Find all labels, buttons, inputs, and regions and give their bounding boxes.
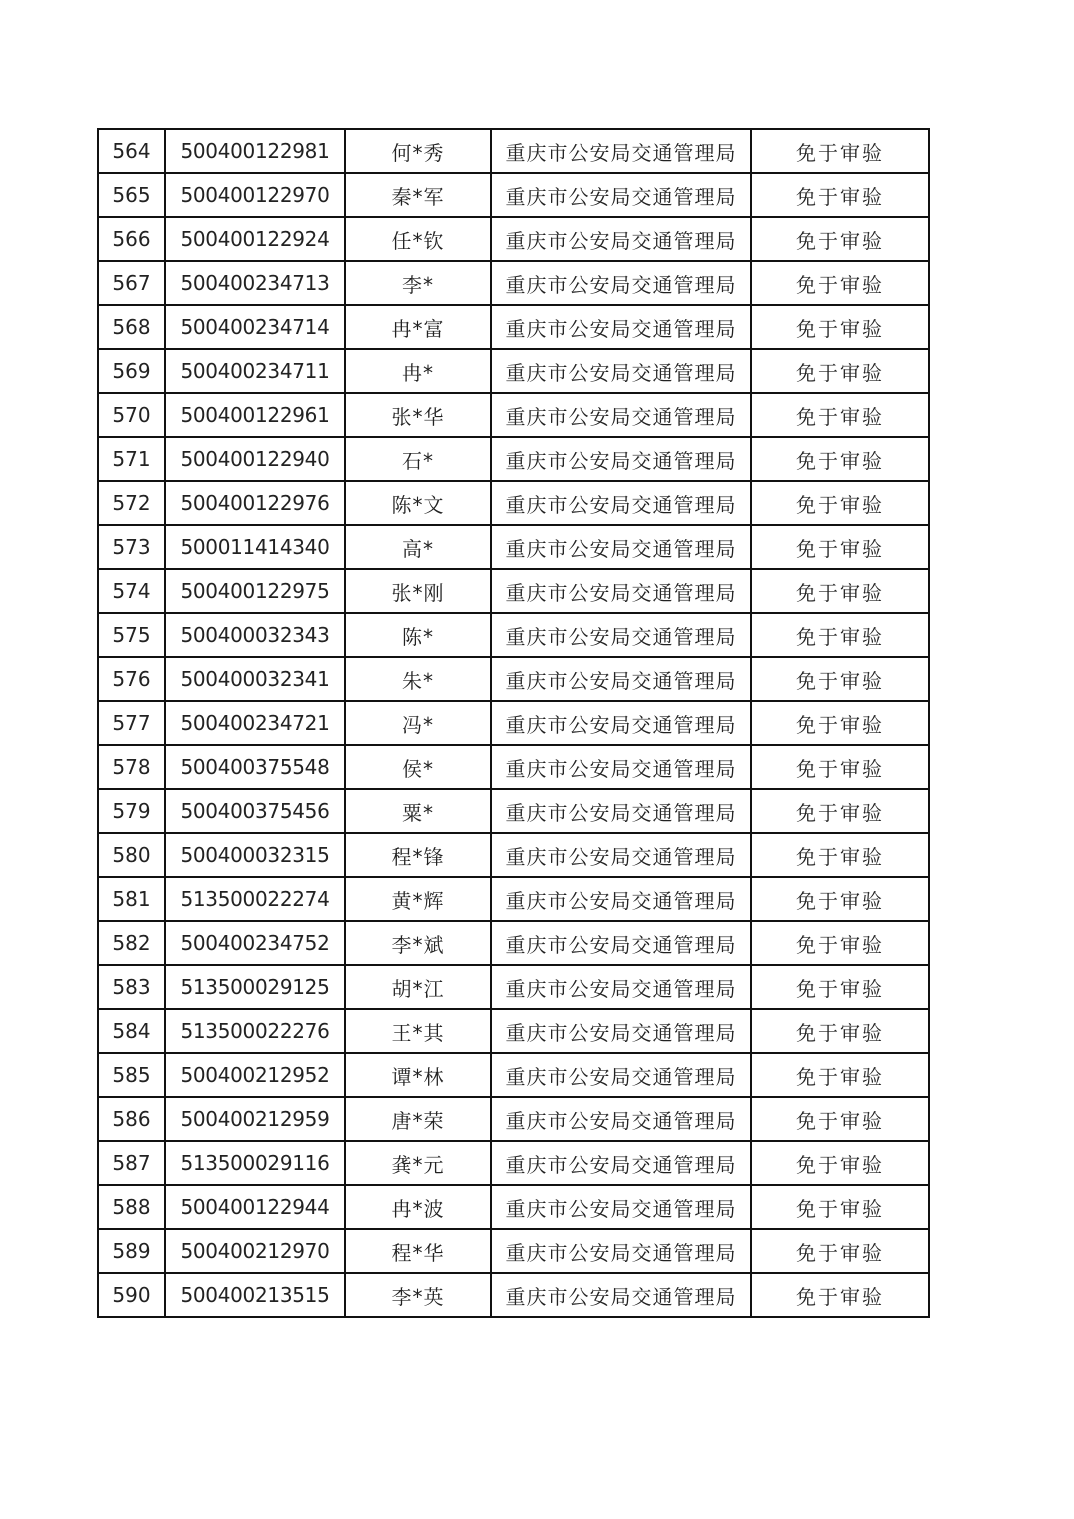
license-number-cell: 500400375548 xyxy=(165,745,345,789)
row-number-cell: 579 xyxy=(98,789,165,833)
issuing-authority-cell: 重庆市公安局交通管理局 xyxy=(491,1053,751,1097)
table-row xyxy=(98,1009,929,1053)
row-number-cell: 580 xyxy=(98,833,165,877)
person-name-cell: 程*锋 xyxy=(345,833,491,877)
row-number-cell: 568 xyxy=(98,305,165,349)
row-number-cell: 585 xyxy=(98,1053,165,1097)
review-status-cell: 免于审验 xyxy=(751,1229,929,1273)
person-name-cell: 冉* xyxy=(345,349,491,393)
row-number-cell: 581 xyxy=(98,877,165,921)
row-number-cell: 574 xyxy=(98,569,165,613)
license-number-cell: 500400212952 xyxy=(165,1053,345,1097)
review-status-cell: 免于审验 xyxy=(751,745,929,789)
person-name-cell: 李*英 xyxy=(345,1273,491,1317)
review-status-cell: 免于审验 xyxy=(751,921,929,965)
review-status-cell: 免于审验 xyxy=(751,173,929,217)
row-number-cell: 565 xyxy=(98,173,165,217)
person-name-cell: 唐*荣 xyxy=(345,1097,491,1141)
review-status-cell: 免于审验 xyxy=(751,393,929,437)
person-name-cell: 任*钦 xyxy=(345,217,491,261)
review-status-cell: 免于审验 xyxy=(751,525,929,569)
row-number-cell: 589 xyxy=(98,1229,165,1273)
issuing-authority-cell: 重庆市公安局交通管理局 xyxy=(491,349,751,393)
table-row xyxy=(98,1141,929,1185)
table-row xyxy=(98,965,929,1009)
person-name-cell: 李*斌 xyxy=(345,921,491,965)
row-number-cell: 576 xyxy=(98,657,165,701)
person-name-cell: 王*其 xyxy=(345,1009,491,1053)
license-number-cell: 500400032341 xyxy=(165,657,345,701)
license-number-cell: 500400234752 xyxy=(165,921,345,965)
row-number-cell: 569 xyxy=(98,349,165,393)
person-name-cell: 程*华 xyxy=(345,1229,491,1273)
person-name-cell: 侯* xyxy=(345,745,491,789)
table-row xyxy=(98,1273,929,1317)
table-row xyxy=(98,173,929,217)
row-number-cell: 586 xyxy=(98,1097,165,1141)
license-number-cell: 500400122981 xyxy=(165,129,345,173)
row-number-cell: 570 xyxy=(98,393,165,437)
person-name-cell: 胡*江 xyxy=(345,965,491,1009)
review-status-cell: 免于审验 xyxy=(751,217,929,261)
license-number-cell: 500400032315 xyxy=(165,833,345,877)
person-name-cell: 谭*林 xyxy=(345,1053,491,1097)
issuing-authority-cell: 重庆市公安局交通管理局 xyxy=(491,789,751,833)
review-status-cell: 免于审验 xyxy=(751,657,929,701)
license-number-cell: 500400122976 xyxy=(165,481,345,525)
person-name-cell: 石* xyxy=(345,437,491,481)
table-row xyxy=(98,745,929,789)
table-row xyxy=(98,481,929,525)
license-number-cell: 500400032343 xyxy=(165,613,345,657)
table-row xyxy=(98,569,929,613)
person-name-cell: 张*华 xyxy=(345,393,491,437)
table-row xyxy=(98,129,929,173)
issuing-authority-cell: 重庆市公安局交通管理局 xyxy=(491,481,751,525)
issuing-authority-cell: 重庆市公安局交通管理局 xyxy=(491,305,751,349)
row-number-cell: 571 xyxy=(98,437,165,481)
issuing-authority-cell: 重庆市公安局交通管理局 xyxy=(491,701,751,745)
row-number-cell: 583 xyxy=(98,965,165,1009)
row-number-cell: 587 xyxy=(98,1141,165,1185)
review-status-cell: 免于审验 xyxy=(751,1053,929,1097)
license-number-cell: 500400212970 xyxy=(165,1229,345,1273)
row-number-cell: 588 xyxy=(98,1185,165,1229)
person-name-cell: 朱* xyxy=(345,657,491,701)
license-number-cell: 500011414340 xyxy=(165,525,345,569)
license-number-cell: 500400234721 xyxy=(165,701,345,745)
review-status-cell: 免于审验 xyxy=(751,701,929,745)
issuing-authority-cell: 重庆市公安局交通管理局 xyxy=(491,437,751,481)
row-number-cell: 567 xyxy=(98,261,165,305)
table-row xyxy=(98,833,929,877)
table-row xyxy=(98,1229,929,1273)
person-name-cell: 李* xyxy=(345,261,491,305)
issuing-authority-cell: 重庆市公安局交通管理局 xyxy=(491,393,751,437)
license-number-cell: 500400122970 xyxy=(165,173,345,217)
row-number-cell: 573 xyxy=(98,525,165,569)
license-number-cell: 500400122924 xyxy=(165,217,345,261)
license-number-cell: 500400375456 xyxy=(165,789,345,833)
table-row xyxy=(98,261,929,305)
person-name-cell: 陈*文 xyxy=(345,481,491,525)
issuing-authority-cell: 重庆市公安局交通管理局 xyxy=(491,965,751,1009)
license-number-cell: 500400234711 xyxy=(165,349,345,393)
table-row xyxy=(98,657,929,701)
license-number-cell: 500400213515 xyxy=(165,1273,345,1317)
table-row xyxy=(98,613,929,657)
license-number-cell: 513500022276 xyxy=(165,1009,345,1053)
license-number-cell: 500400212959 xyxy=(165,1097,345,1141)
table-row xyxy=(98,437,929,481)
issuing-authority-cell: 重庆市公安局交通管理局 xyxy=(491,569,751,613)
issuing-authority-cell: 重庆市公安局交通管理局 xyxy=(491,261,751,305)
row-number-cell: 575 xyxy=(98,613,165,657)
review-status-cell: 免于审验 xyxy=(751,1009,929,1053)
issuing-authority-cell: 重庆市公安局交通管理局 xyxy=(491,1141,751,1185)
row-number-cell: 577 xyxy=(98,701,165,745)
issuing-authority-cell: 重庆市公安局交通管理局 xyxy=(491,833,751,877)
table-row xyxy=(98,701,929,745)
license-number-cell: 500400122940 xyxy=(165,437,345,481)
table-row xyxy=(98,1053,929,1097)
row-number-cell: 582 xyxy=(98,921,165,965)
table-row xyxy=(98,305,929,349)
table-row xyxy=(98,393,929,437)
row-number-cell: 572 xyxy=(98,481,165,525)
review-status-cell: 免于审验 xyxy=(751,1097,929,1141)
review-status-cell: 免于审验 xyxy=(751,129,929,173)
issuing-authority-cell: 重庆市公安局交通管理局 xyxy=(491,613,751,657)
issuing-authority-cell: 重庆市公安局交通管理局 xyxy=(491,217,751,261)
review-status-cell: 免于审验 xyxy=(751,1185,929,1229)
issuing-authority-cell: 重庆市公安局交通管理局 xyxy=(491,1097,751,1141)
row-number-cell: 584 xyxy=(98,1009,165,1053)
review-status-cell: 免于审验 xyxy=(751,789,929,833)
table-row xyxy=(98,877,929,921)
issuing-authority-cell: 重庆市公安局交通管理局 xyxy=(491,657,751,701)
review-status-cell: 免于审验 xyxy=(751,349,929,393)
person-name-cell: 高* xyxy=(345,525,491,569)
license-number-cell: 513500029125 xyxy=(165,965,345,1009)
issuing-authority-cell: 重庆市公安局交通管理局 xyxy=(491,1009,751,1053)
review-status-cell: 免于审验 xyxy=(751,877,929,921)
row-number-cell: 578 xyxy=(98,745,165,789)
table-row xyxy=(98,1185,929,1229)
license-number-cell: 500400234714 xyxy=(165,305,345,349)
review-status-cell: 免于审验 xyxy=(751,569,929,613)
review-status-cell: 免于审验 xyxy=(751,1141,929,1185)
review-status-cell: 免于审验 xyxy=(751,261,929,305)
table-row xyxy=(98,921,929,965)
issuing-authority-cell: 重庆市公安局交通管理局 xyxy=(491,1185,751,1229)
table-row xyxy=(98,525,929,569)
person-name-cell: 张*刚 xyxy=(345,569,491,613)
license-number-cell: 500400122944 xyxy=(165,1185,345,1229)
license-number-cell: 513500029116 xyxy=(165,1141,345,1185)
person-name-cell: 冉*富 xyxy=(345,305,491,349)
table-row xyxy=(98,217,929,261)
review-status-cell: 免于审验 xyxy=(751,1273,929,1317)
issuing-authority-cell: 重庆市公安局交通管理局 xyxy=(491,525,751,569)
person-name-cell: 秦*军 xyxy=(345,173,491,217)
row-number-cell: 564 xyxy=(98,129,165,173)
table-row xyxy=(98,349,929,393)
review-status-cell: 免于审验 xyxy=(751,437,929,481)
license-number-cell: 500400122961 xyxy=(165,393,345,437)
issuing-authority-cell: 重庆市公安局交通管理局 xyxy=(491,1273,751,1317)
roster-table xyxy=(97,128,930,1318)
review-status-cell: 免于审验 xyxy=(751,613,929,657)
license-number-cell: 500400234713 xyxy=(165,261,345,305)
license-number-cell: 500400122975 xyxy=(165,569,345,613)
table-row xyxy=(98,1097,929,1141)
review-status-cell: 免于审验 xyxy=(751,833,929,877)
person-name-cell: 冉*波 xyxy=(345,1185,491,1229)
issuing-authority-cell: 重庆市公安局交通管理局 xyxy=(491,173,751,217)
person-name-cell: 粟* xyxy=(345,789,491,833)
review-status-cell: 免于审验 xyxy=(751,965,929,1009)
review-status-cell: 免于审验 xyxy=(751,305,929,349)
issuing-authority-cell: 重庆市公安局交通管理局 xyxy=(491,921,751,965)
issuing-authority-cell: 重庆市公安局交通管理局 xyxy=(491,129,751,173)
row-number-cell: 590 xyxy=(98,1273,165,1317)
person-name-cell: 冯* xyxy=(345,701,491,745)
issuing-authority-cell: 重庆市公安局交通管理局 xyxy=(491,745,751,789)
row-number-cell: 566 xyxy=(98,217,165,261)
person-name-cell: 黄*辉 xyxy=(345,877,491,921)
issuing-authority-cell: 重庆市公安局交通管理局 xyxy=(491,877,751,921)
person-name-cell: 何*秀 xyxy=(345,129,491,173)
roster-table-body xyxy=(98,129,929,1317)
license-number-cell: 513500022274 xyxy=(165,877,345,921)
person-name-cell: 陈* xyxy=(345,613,491,657)
review-status-cell: 免于审验 xyxy=(751,481,929,525)
table-row xyxy=(98,789,929,833)
issuing-authority-cell: 重庆市公安局交通管理局 xyxy=(491,1229,751,1273)
person-name-cell: 龚*元 xyxy=(345,1141,491,1185)
